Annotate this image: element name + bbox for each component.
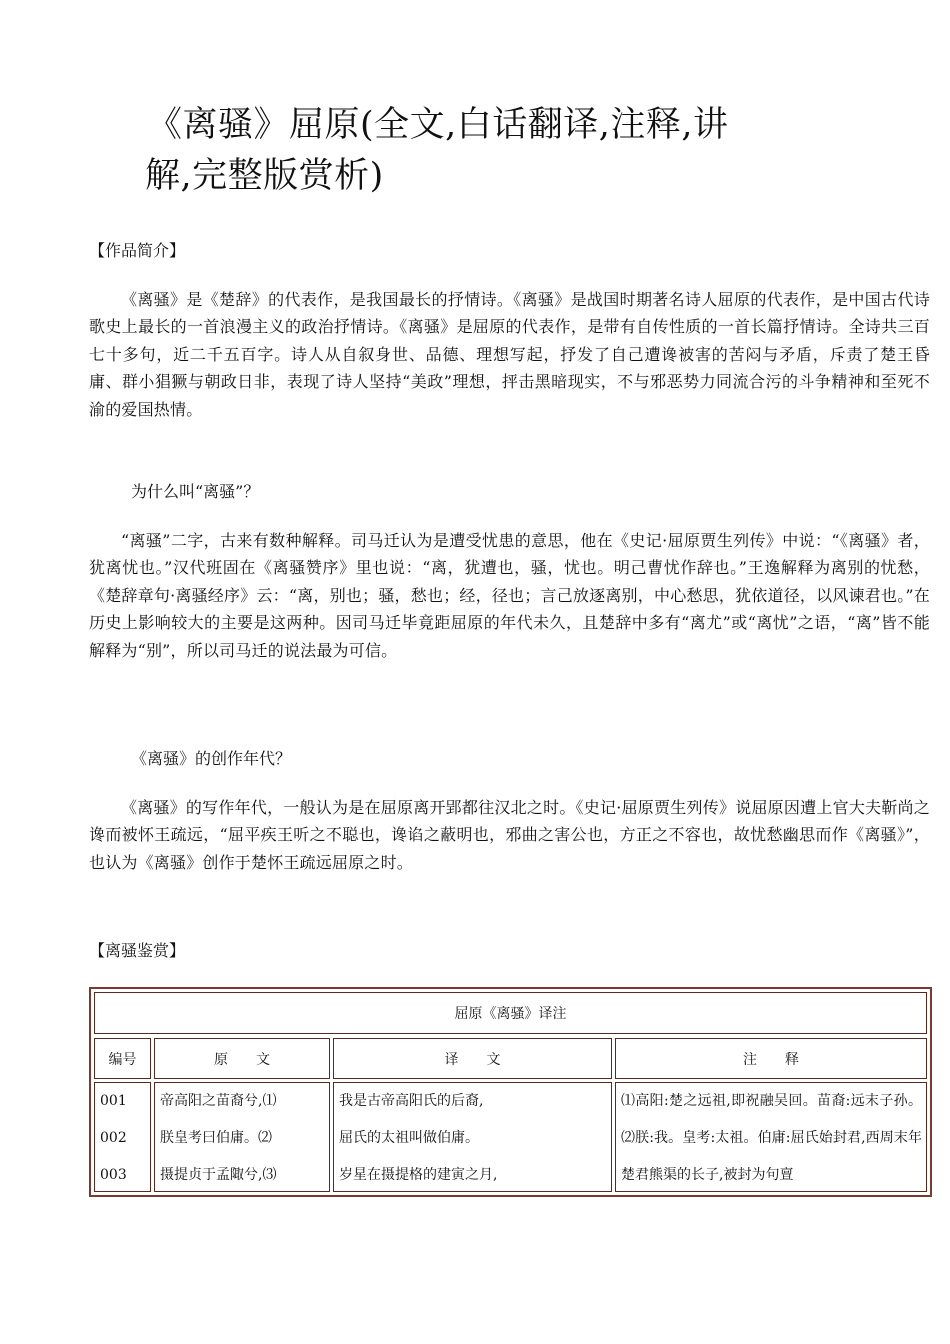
header-notes: 注 释 [615,1038,927,1079]
question-why-lisao: 为什么叫“离骚”？ [131,482,260,501]
intro-heading: 【作品简介】 [89,241,186,260]
number-column [94,1082,151,1192]
translation-line: 我是古帝高阳氏的后裔, [339,1093,484,1109]
original-column [154,1082,330,1192]
notes-column [615,1082,927,1192]
title-line-2: 解,完整版赏析) [145,156,384,196]
row-number: 001 [100,1093,127,1109]
original-line: 摄提贞于孟陬兮,⑶ [160,1167,277,1183]
original-line: 帝高阳之苗裔兮,⑴ [160,1093,277,1109]
translation-column [333,1082,612,1192]
row-number: 002 [100,1130,127,1146]
table-caption: 屈原《离骚》译注 [94,992,927,1034]
original-line: 朕皇考曰伯庸。⑵ [160,1130,272,1146]
notes-text: ⑴高阳:楚之远祖,即祝融吴回。苗裔:远末子孙。⑵朕:我。皇考:太祖。伯庸:屈氏始封君,西周末年楚君熊渠的长子,被封为句亶 [621,1093,922,1183]
appreciation-heading: 【离骚鉴赏】 [89,941,186,960]
document-title [145,100,825,202]
question-creation-era: 《离骚》的创作年代？ [131,749,292,768]
header-original: 原 文 [154,1038,330,1079]
why-lisao-paragraph: “离骚”二字，古来有数种解释。司马迁认为是遭受忧患的意思，他在《史记·屈原贾生列传》中说：“《离骚》者，犹离忧也。”汉代班固在《离骚赞序》里也说：“离，犹遭也，骚，忧也。明己曹忧作辞也。”王逸解释为离别的忧愁，《楚辞章句·离骚经序》云：“离，别也；骚，愁也；经，径也；言己放逐离别，中心愁思，犹依道径，以风谏君也。”在历史上影响较大的主要是这两种。因司马迁毕竟距屈原的年代未久，且楚辞中多有“离尤”或“离忧”之语，“离”皆不能解释为“别”，所以司马迁的说法最为可信。 [89,531,930,660]
row-number: 003 [100,1167,127,1183]
title-line-1: 《离骚》屈原(全文,白话翻译,注释,讲 [147,105,729,145]
creation-era-paragraph: 《离骚》的写作年代，一般认为是在屈原离开郢都往汉北之时。《史记·屈原贾生列传》说屈原因遭上官大夫靳尚之谗而被怀王疏远，“屈平疾王听之不聪也，谗谄之蔽明也，邪曲之害公也，方正之不容也，故忧愁幽思而作《离骚》”，也认为《离骚》创作于楚怀王疏远屈原之时。 [89,798,930,872]
translation-table [89,987,932,1197]
header-translation: 译 文 [333,1038,612,1079]
translation-line: 岁星在摄提格的建寅之月, [339,1167,498,1183]
translation-line: 屈氏的太祖叫做伯庸。 [339,1130,479,1146]
intro-paragraph: 《离骚》是《楚辞》的代表作，是我国最长的抒情诗。《离骚》是战国时期著名诗人屈原的代表作，是中国古代诗歌史上最长的一首浪漫主义的政治抒情诗。《离骚》是屈原的代表作，是带有自传性质的一首长篇抒情诗。全诗共三百七十多句，近二千五百字。诗人从自叙身世、品德、理想写起，抒发了自己遭谗被害的苦闷与矛盾，斥责了楚王昏庸、群小猖獗与朝政日非，表现了诗人坚持“美政”理想，抨击黑暗现实，不与邪恶势力同流合污的斗争精神和至死不渝的爱国热情。 [89,290,930,419]
header-number: 编号 [94,1038,151,1079]
